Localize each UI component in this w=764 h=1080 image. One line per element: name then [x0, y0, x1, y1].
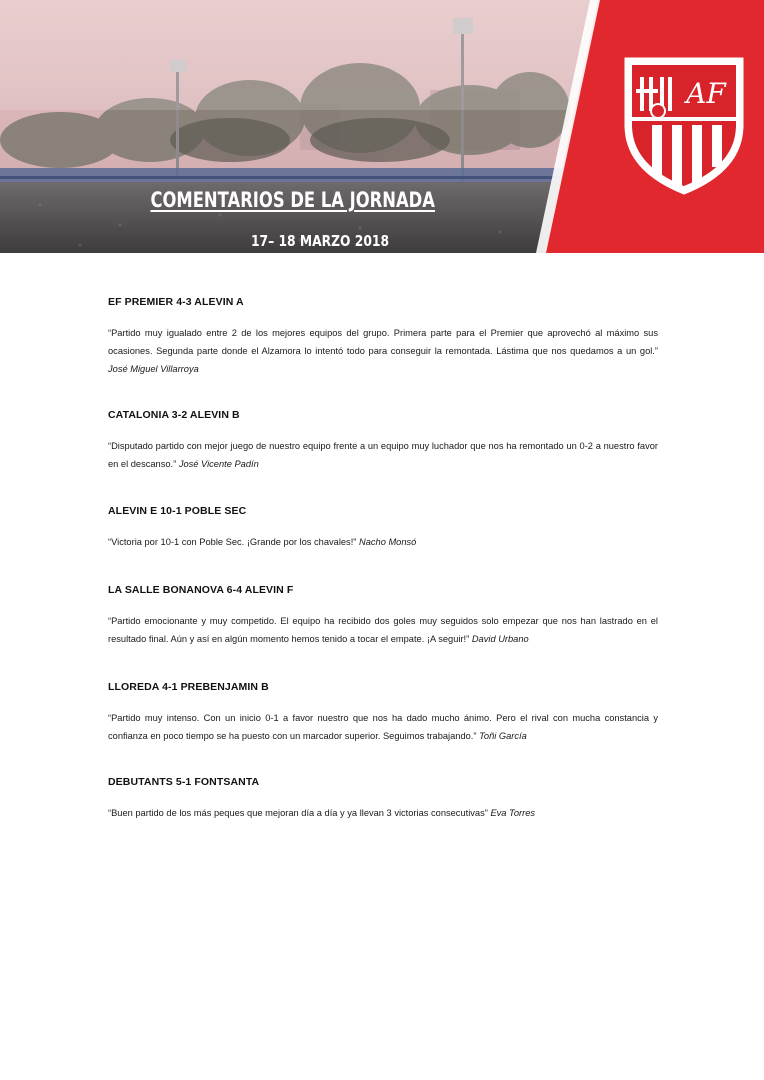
comment-text: “Victoria por 10-1 con Poble Sec. ¡Grande por los chavales!” — [108, 537, 357, 547]
match-title: ALEVIN E 10-1 POBLE SEC — [108, 505, 247, 517]
match-title: EF PREMIER 4-3 ALEVIN A — [108, 296, 244, 308]
club-crest-icon — [622, 55, 746, 195]
comment-text: “Buen partido de los más peques que mejoran día a día y ya llevan 3 victorias consecutivas” — [108, 808, 488, 818]
match-title: LA SALLE BONANOVA 6-4 ALEVIN F — [108, 584, 294, 596]
comment-author: José Miguel Villarroya — [108, 364, 199, 374]
match-section — [108, 505, 658, 551]
header-banner — [0, 0, 764, 253]
match-section — [108, 296, 658, 378]
match-section — [108, 776, 658, 822]
comment-text: “Partido muy igualado entre 2 de los mejores equipos del grupo. Primera parte para el Premier que aprovechó al máximo sus ocasiones. Segunda parte donde el Alzamora lo intentó todo para conseguir la remontada. Lástima que nos quedamos a un gol.” — [108, 328, 658, 356]
comment-author: José Vicente Padín — [178, 459, 259, 469]
match-comment — [108, 612, 658, 648]
match-section — [108, 409, 658, 473]
page-title: COMENTARIOS DE LA JORNADA — [150, 188, 435, 212]
match-title: CATALONIA 3-2 ALEVIN B — [108, 409, 240, 421]
page-date: 17– 18 MARZO 2018 — [250, 232, 390, 250]
match-title: LLOREDA 4-1 PREBENJAMIN B — [108, 681, 269, 693]
comment-author: Nacho Monsó — [358, 537, 417, 547]
match-section — [108, 681, 658, 745]
match-comment — [108, 533, 658, 551]
match-title: DEBUTANTS 5-1 FONTSANTA — [108, 776, 260, 788]
comment-author: Toñi García — [479, 731, 527, 741]
match-comment — [108, 804, 658, 822]
comment-text: “Partido muy intenso. Con un inicio 0-1 a favor nuestro que nos ha dado mucho ánimo. Pero el rival con mucha constancia y confianza en poco tiempo se ha puesto con un marcador superior. Seguimos trabajando.” — [108, 713, 658, 741]
match-comment — [108, 437, 658, 473]
match-comment — [108, 709, 658, 745]
comment-text: “Partido emocionante y muy competido. El equipo ha recibido dos goles muy seguidos solo empezar que nos han lastrado en el resultado final. Aún y así en algún momento hemos tenido a tocar el empate. ¡A seguir!” — [108, 616, 658, 644]
match-comment — [108, 324, 658, 378]
match-section — [108, 584, 658, 648]
svg-text:AF: AF — [686, 77, 726, 110]
comment-text: “Disputado partido con mejor juego de nuestro equipo frente a un equipo muy luchador que nos ha remontado un 0-2 a nuestro favor en el descanso.” — [108, 441, 658, 469]
comment-author: David Urbano — [471, 634, 529, 644]
comment-author: Eva Torres — [490, 808, 536, 818]
